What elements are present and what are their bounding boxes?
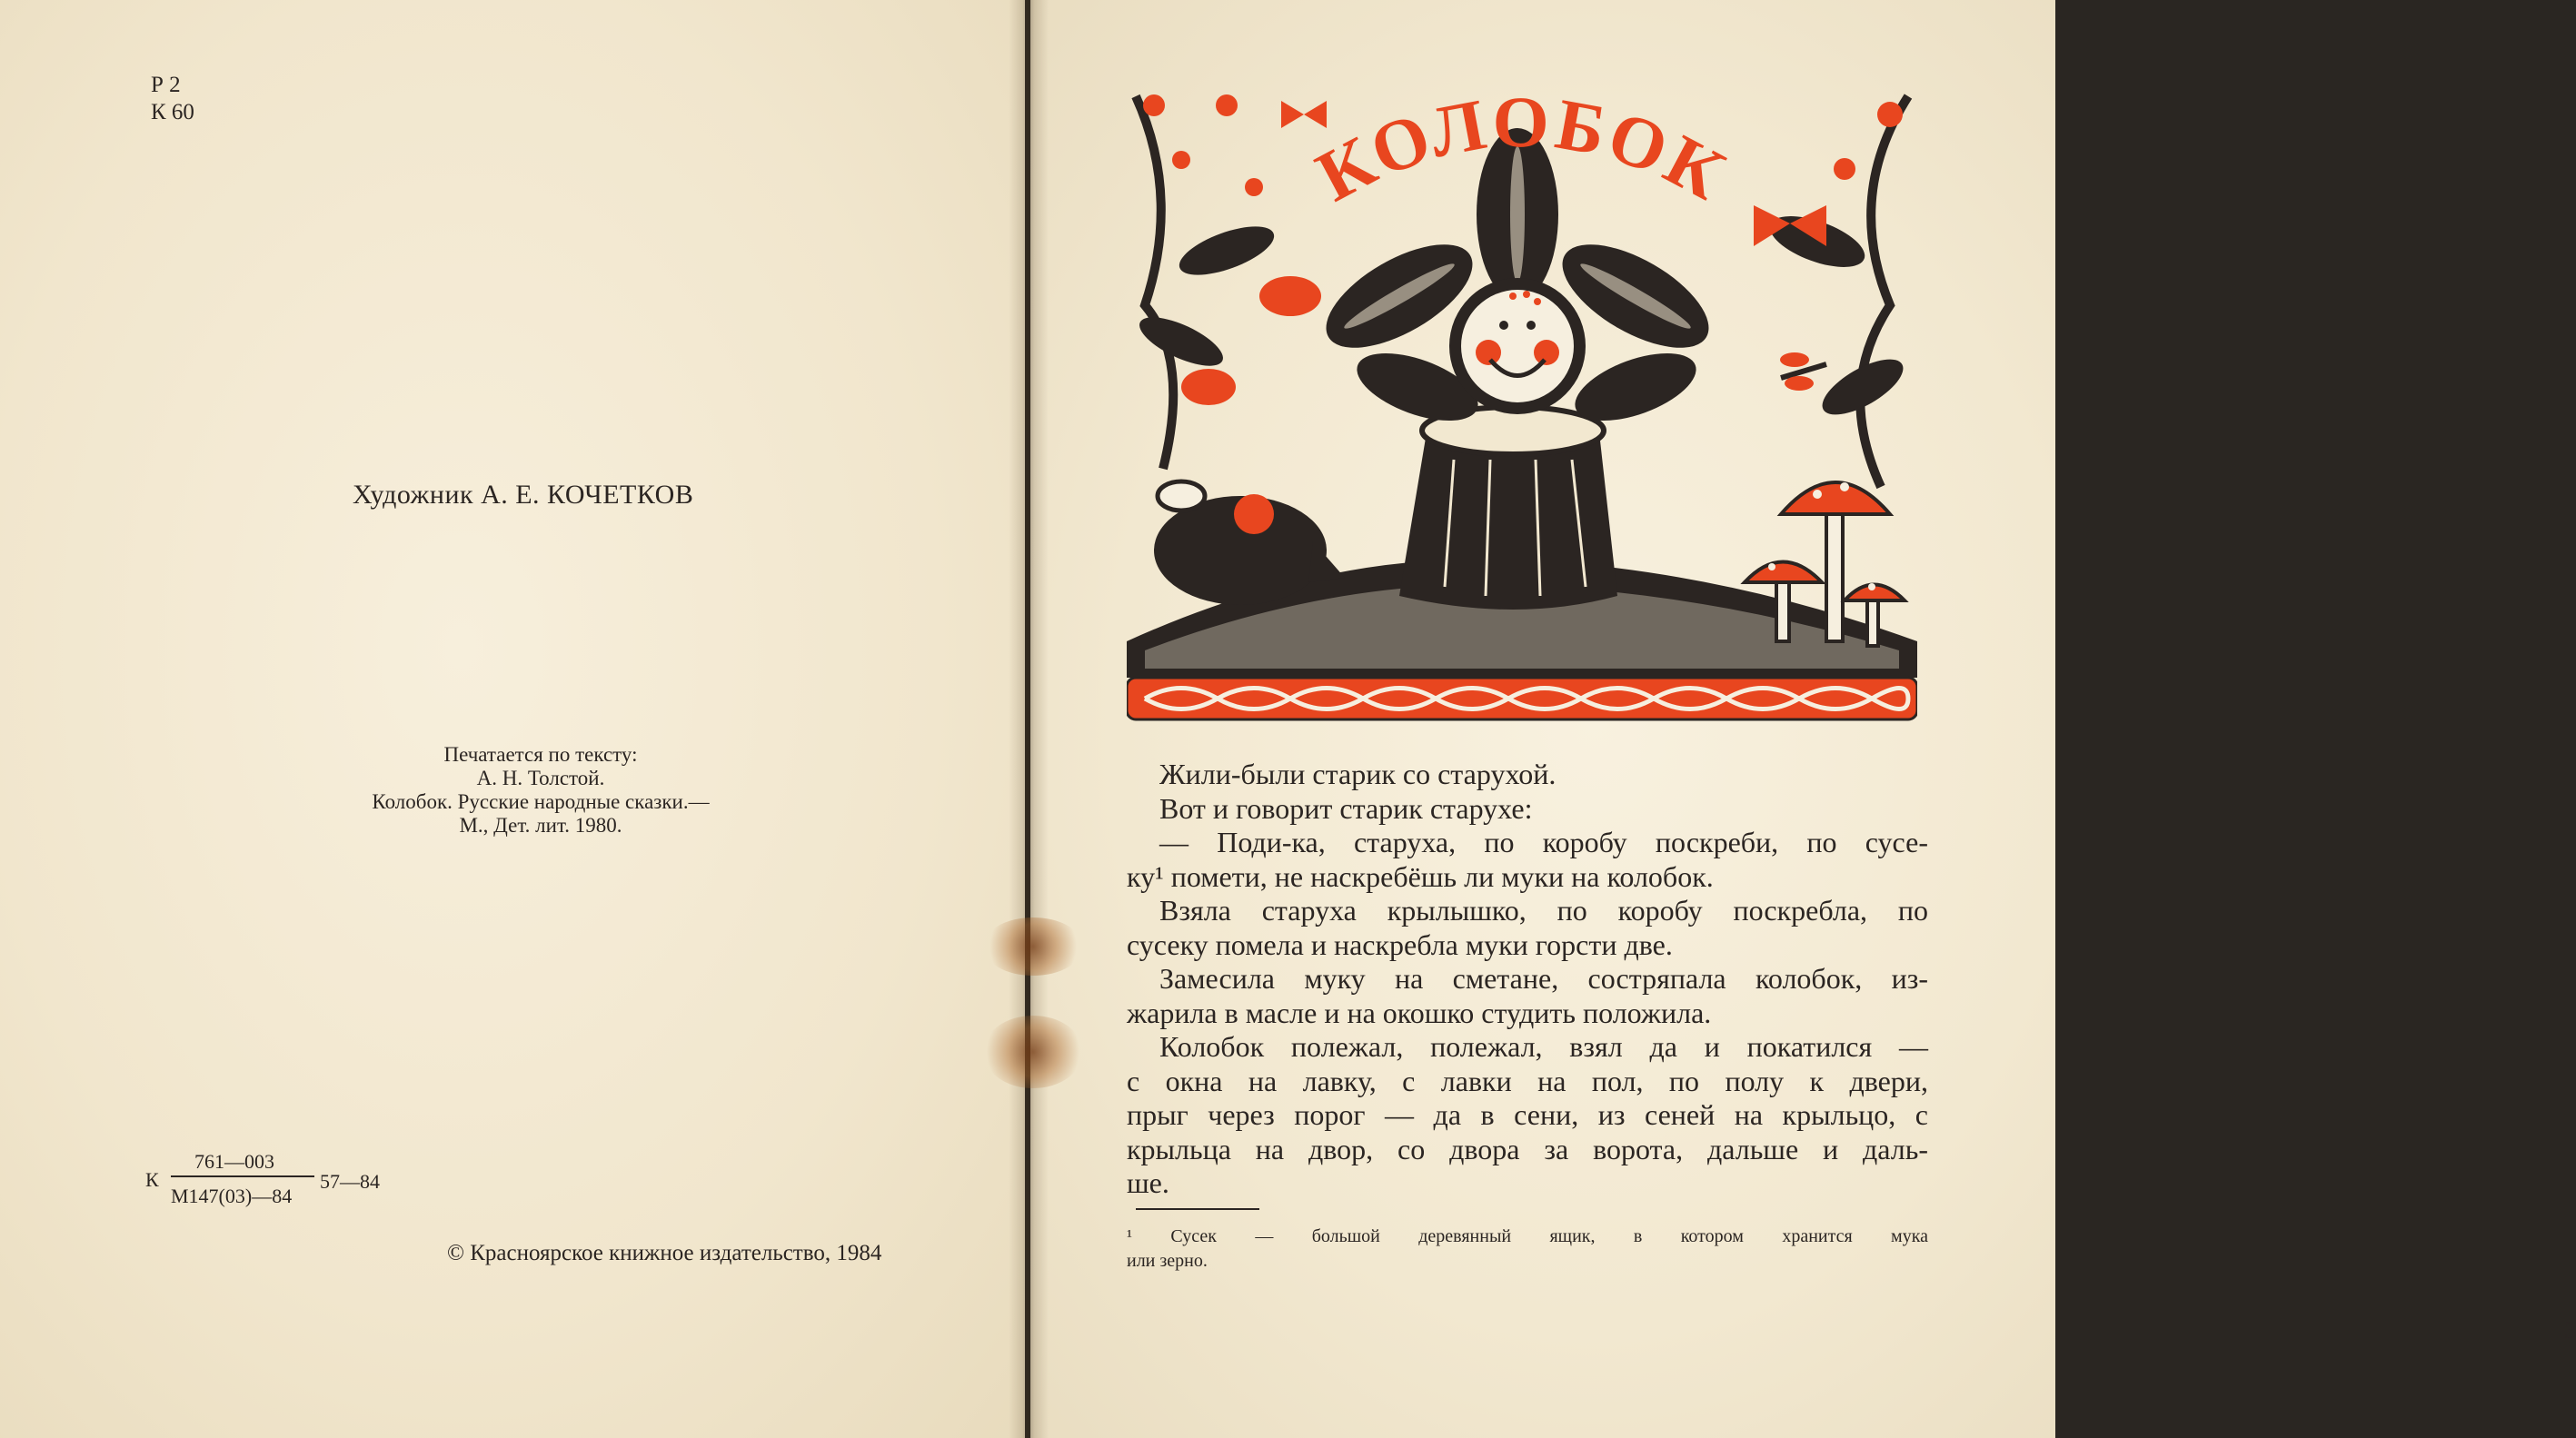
story-line: с окна на лавку, с лавки на пол, по полу к двери,: [1127, 1064, 1928, 1097]
print-note-line: Колобок. Русские народные сказки.—: [372, 790, 710, 813]
story-line: Вот и говорит старик старухе:: [1159, 791, 1533, 825]
story-title: КОЛОБОК: [1304, 87, 1740, 218]
floral-ornament-left: [1133, 94, 1321, 469]
butterfly-icon: [1281, 101, 1327, 128]
story-line: — Поди-ка, старуха, по коробу поскреби, по сусе-: [1159, 826, 1928, 858]
artist-credit: Художник А. Е. КОЧЕТКОВ: [353, 480, 694, 510]
story-line: Замесила муку на сметане, состряпала колобок, из-: [1159, 962, 1928, 995]
footnote: [1127, 1225, 1928, 1274]
story-line: сусеку помела и наскребла муки горсти две.: [1127, 927, 1673, 961]
story-line: Взяла старуха крылышко, по коробу поскребла, по: [1159, 894, 1928, 927]
book-gutter: [1009, 0, 1049, 1438]
print-note-line: А. Н. Толстой.: [476, 767, 605, 789]
braided-border: [1127, 678, 1917, 719]
footnote-line: или зерно.: [1127, 1251, 1208, 1271]
print-note: [327, 743, 754, 838]
page-number: 3: [2564, 1317, 2576, 1344]
footnote-line: ¹ Сусек — большой деревянный ящик, в котором хранится мука: [1127, 1226, 1928, 1246]
kolobok-character: [1449, 278, 1586, 414]
paper-stain: [983, 917, 1083, 976]
story-line: крыльца на двор, со двора за ворота, дальше и даль-: [1127, 1132, 1928, 1165]
left-page: [0, 0, 1025, 1438]
publisher-copyright: © Красноярское книжное издательство, 1984: [447, 1241, 882, 1265]
story-line: Колобок полежал, полежал, взял да и покатился —: [1159, 1030, 1928, 1063]
kolobok-illustration: [1127, 87, 1917, 723]
index-suffix: 57—84: [320, 1170, 380, 1193]
index-prefix: К: [145, 1168, 159, 1191]
index-denominator: М147(03)—84: [171, 1185, 293, 1207]
story-line: жарила в масле и на окошко студить положила.: [1127, 996, 1712, 1029]
catalog-code-2: К 60: [151, 100, 194, 124]
dragonfly-icon: [1781, 364, 1826, 378]
print-note-line: М., Дет. лит. 1980.: [459, 814, 622, 837]
story-line: прыг через порог — да в сени, из сеней на крыльцо, с: [1127, 1098, 1928, 1131]
story-line: ше.: [1127, 1166, 1169, 1199]
index-numerator: 761—003: [194, 1150, 274, 1173]
story-line: Жили-были старик со старухой.: [1159, 758, 1557, 790]
story-text: [1127, 758, 1928, 1201]
paper-stain: [983, 1016, 1083, 1088]
floral-ornament-right: [1754, 96, 1911, 487]
catalog-code-1: Р 2: [151, 73, 181, 97]
footnote-rule: [1136, 1208, 1259, 1210]
story-line: ку¹ помети, не наскребёшь ли муки на колобок.: [1127, 859, 1714, 893]
index-fraction-bar: [171, 1175, 314, 1177]
print-note-line: Печатается по тексту:: [443, 743, 638, 766]
